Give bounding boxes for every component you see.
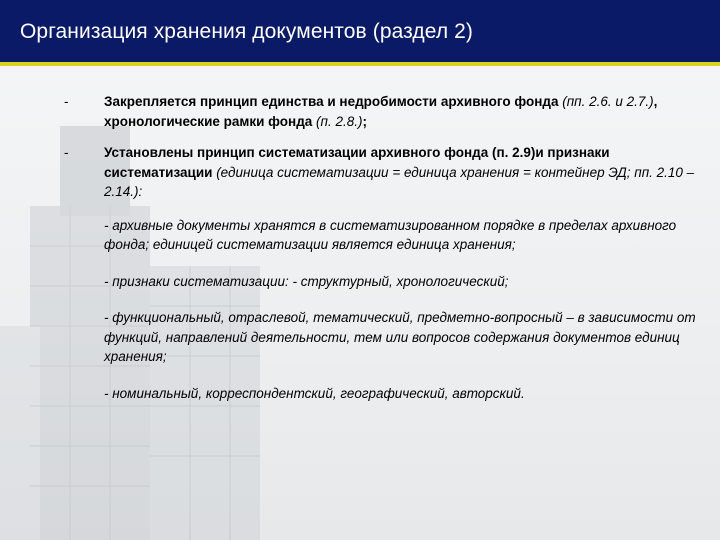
bullet-1-bold-3: ; [362, 113, 367, 129]
bullet-dash: - [64, 94, 69, 109]
bullet-1-bold-2: , хронологические рамки фонда [104, 94, 658, 129]
sub-item-4: - номинальный, корреспондентский, географический, авторский. [104, 385, 525, 401]
slide-content [64, 92, 704, 420]
bullet-2-italic-1: (единица систематизации = единица хранения = контейнер ЭД; пп. 2.10 – 2.14.): [104, 164, 695, 199]
bullet-2-bold-1: Установлены принцип систематизации архивного фонда (п. 2.9)и признаки систематизации [104, 145, 610, 180]
bullet-1-bold-1: Закрепляется принцип единства и недробимости архивного фонда [104, 94, 559, 109]
sub-item-2: - признаки систематизации: - структурный, хронологический; [104, 273, 509, 289]
title-bar [0, 0, 720, 62]
sub-item-1: - архивные документы хранятся в систематизированном порядке в пределах архивного фонда; единицей систематизации является единица хранения; [104, 217, 677, 252]
sub-item-3: - функциональный, отраслевой, тематический, предметно-вопросный – в зависимости от функций, направлений деятельности, тем или вопросов содержания документов единиц хранения; [104, 310, 696, 364]
slide-title: Организация хранения документов (раздел 2) [20, 20, 474, 43]
bullet-item-1 [64, 92, 704, 131]
bullet-item-2 [64, 143, 704, 202]
bullet-1-italic-2: (п. 2.8.) [316, 113, 363, 129]
bullet-1-italic-1: (пп. 2.6. и 2.7.) [562, 94, 654, 109]
bullet-dash: - [64, 145, 69, 160]
